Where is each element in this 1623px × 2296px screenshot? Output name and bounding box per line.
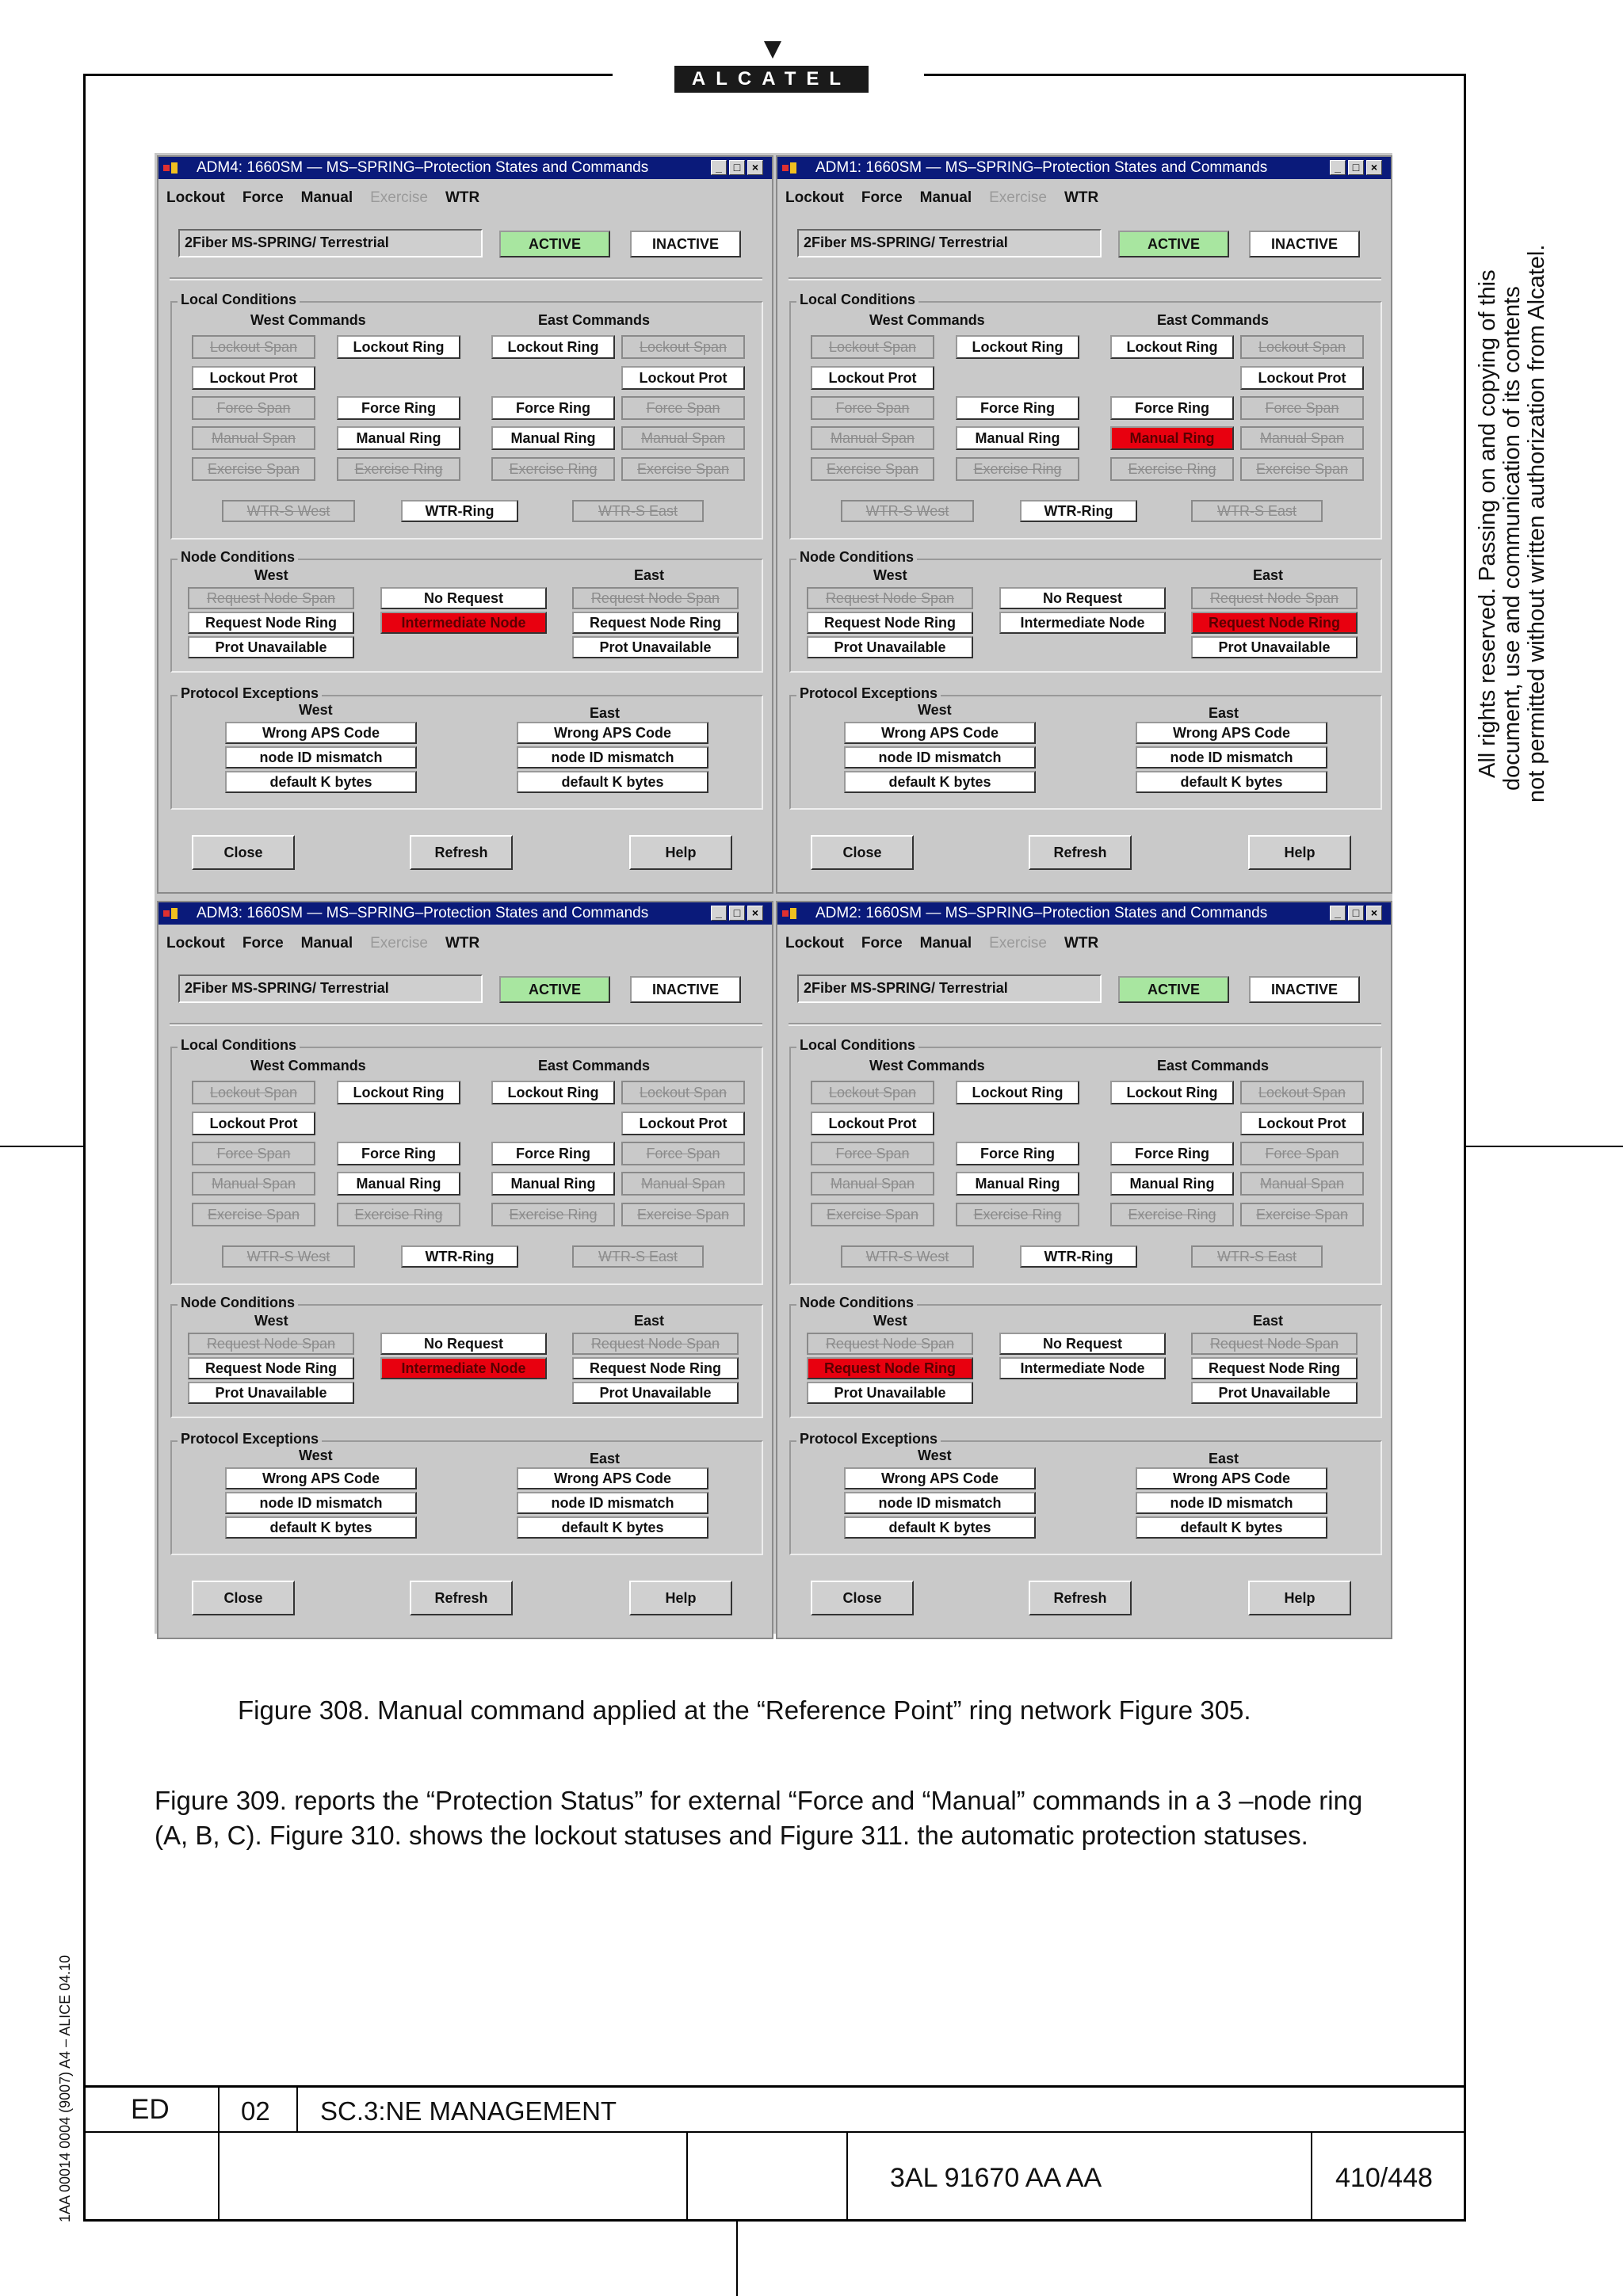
cmd-manual-span-button[interactable]: Manual Span <box>192 426 315 450</box>
protocol-exceptions-label: Protocol Exceptions <box>796 1431 941 1447</box>
west-commands-label: West Commands <box>250 1058 366 1074</box>
exc-east-1[interactable]: node ID mismatch <box>1136 746 1327 769</box>
footer-doc-ref: 3AL 91670 AA AA <box>890 2163 1102 2193</box>
frame-top-left <box>83 74 613 76</box>
cmd-lockout-prot-button[interactable]: Lockout Prot <box>1240 366 1364 390</box>
cmd-force-span-button[interactable]: Force Span <box>621 396 745 420</box>
cmd-lockout-span-button[interactable]: Lockout Span <box>1240 335 1364 359</box>
node-west-0[interactable]: Request Node Span <box>807 587 973 609</box>
exc-west-label: West <box>918 702 952 718</box>
exc-east-0[interactable]: Wrong APS Code <box>1136 1467 1327 1489</box>
cmd-manual-ring-button[interactable]: Manual Ring <box>956 1172 1079 1196</box>
menu-item: Exercise <box>370 935 428 952</box>
app-icon <box>163 162 179 174</box>
menu-item[interactable]: WTR <box>1064 189 1099 206</box>
close-icon[interactable]: × <box>1366 906 1382 921</box>
no-request-status[interactable]: No Request <box>999 587 1166 609</box>
figure-caption: Figure 308. Manual command applied at the “Reference Point” ring network Figure 305. <box>238 1695 1251 1725</box>
menu-item[interactable]: Manual <box>919 189 972 206</box>
inactive-status[interactable]: INACTIVE <box>630 231 741 257</box>
protection-states-window <box>776 155 1392 894</box>
node-east-1[interactable]: Request Node Ring <box>1191 612 1358 634</box>
exc-east-2[interactable]: default K bytes <box>1136 1516 1327 1539</box>
logo-triangle-icon <box>764 41 781 59</box>
cmd-exercise-span-button[interactable]: Exercise Span <box>1240 1203 1364 1226</box>
exc-east-0[interactable]: Wrong APS Code <box>1136 722 1327 744</box>
cmd-lockout-ring-button[interactable]: Lockout Ring <box>1110 1081 1234 1104</box>
menu-item: Exercise <box>989 189 1047 206</box>
cmd-force-span-button[interactable]: Force Span <box>192 396 315 420</box>
refresh-button[interactable]: Refresh <box>410 835 513 870</box>
minimize-icon[interactable]: _ <box>1330 906 1346 921</box>
menu-bar <box>166 189 497 208</box>
margin-tick-left <box>0 1146 83 1147</box>
cmd-lockout-ring-button[interactable]: Lockout Ring <box>337 335 460 359</box>
exc-west-1[interactable]: node ID mismatch <box>225 746 417 769</box>
exc-east-label: East <box>590 705 621 721</box>
cmd-lockout-ring-button[interactable]: Lockout Ring <box>956 335 1079 359</box>
app-icon <box>782 162 798 174</box>
node-west-0[interactable]: Request Node Span <box>807 1333 973 1355</box>
exc-east-1[interactable]: node ID mismatch <box>1136 1492 1327 1514</box>
intermediate-node-status[interactable]: Intermediate Node <box>380 1357 547 1379</box>
cmd-lockout-prot-button[interactable]: Lockout Prot <box>1240 1112 1364 1135</box>
frame-left <box>83 74 86 2222</box>
menu-item[interactable]: Force <box>242 935 284 952</box>
frame-bottom <box>83 2219 1466 2222</box>
cmd-force-span-button[interactable]: Force Span <box>1240 396 1364 420</box>
cmd-manual-span-button[interactable]: Manual Span <box>811 426 934 450</box>
menu-item[interactable]: Force <box>861 935 903 952</box>
node-conditions-label: Node Conditions <box>178 1295 298 1311</box>
cmd-exercise-span-button[interactable]: Exercise Span <box>621 1203 745 1226</box>
cmd-lockout-prot-button[interactable]: Lockout Prot <box>621 1112 745 1135</box>
west-commands-label: West Commands <box>869 312 985 328</box>
cmd-manual-span-button[interactable]: Manual Span <box>1240 1172 1364 1196</box>
cmd-lockout-span-button[interactable]: Lockout Span <box>192 335 315 359</box>
menu-item[interactable]: Lockout <box>166 189 225 206</box>
maximize-icon[interactable]: □ <box>729 906 745 921</box>
cmd-lockout-span-button[interactable]: Lockout Span <box>621 335 745 359</box>
close-icon[interactable]: × <box>747 906 763 921</box>
east-commands-label: East Commands <box>538 312 651 328</box>
refresh-button[interactable]: Refresh <box>1029 1581 1132 1615</box>
cmd-force-ring-button[interactable]: Force Ring <box>491 1142 615 1165</box>
menu-item[interactable]: Force <box>242 189 284 206</box>
app-icon <box>163 908 179 919</box>
footer-mid-line <box>83 2131 1466 2133</box>
inactive-status[interactable]: INACTIVE <box>630 976 741 1003</box>
cmd-force-ring-button[interactable]: Force Ring <box>956 396 1079 420</box>
wtr-ring-button[interactable]: WTR-Ring <box>1020 1245 1137 1268</box>
active-status[interactable]: ACTIVE <box>1118 231 1229 257</box>
menu-bar <box>166 934 497 953</box>
cmd-lockout-span-button[interactable]: Lockout Span <box>811 1081 934 1104</box>
exc-west-label: West <box>299 702 333 718</box>
exc-east-2[interactable]: default K bytes <box>517 1516 708 1539</box>
close-button[interactable]: Close <box>192 1581 295 1615</box>
ring-type-field: 2Fiber MS-SPRING/ Terrestrial <box>178 974 483 1003</box>
protection-states-window <box>157 901 773 1639</box>
node-east-label: East <box>1253 567 1284 583</box>
inactive-status[interactable]: INACTIVE <box>1249 976 1360 1003</box>
active-status[interactable]: ACTIVE <box>499 231 610 257</box>
exc-east-1[interactable]: node ID mismatch <box>517 746 708 769</box>
west-commands-label: West Commands <box>250 312 366 328</box>
intermediate-node-status[interactable]: Intermediate Node <box>999 1357 1166 1379</box>
help-button[interactable]: Help <box>629 835 732 870</box>
form-code: 1AA 00014 0004 (9007) A4 – ALICE 04.10 <box>57 1955 73 2222</box>
node-west-label: West <box>254 1313 288 1329</box>
wtr-s-west-button[interactable]: WTR-S West <box>841 1245 974 1268</box>
active-status[interactable]: ACTIVE <box>1118 976 1229 1003</box>
cmd-force-span-button[interactable]: Force Span <box>192 1142 315 1165</box>
node-east-2[interactable]: Prot Unavailable <box>572 1382 739 1404</box>
no-request-status[interactable]: No Request <box>380 1333 547 1355</box>
cmd-exercise-ring-button[interactable]: Exercise Ring <box>1110 1203 1234 1226</box>
menu-item: Exercise <box>370 189 428 206</box>
node-east-2[interactable]: Prot Unavailable <box>1191 636 1358 658</box>
cmd-force-ring-button[interactable]: Force Ring <box>337 396 460 420</box>
wtr-s-west-button[interactable]: WTR-S West <box>222 500 355 522</box>
node-east-0[interactable]: Request Node Span <box>572 1333 739 1355</box>
alcatel-logo: ALCATEL <box>674 66 869 93</box>
menu-item[interactable]: WTR <box>1064 935 1099 952</box>
exc-east-1[interactable]: node ID mismatch <box>517 1492 708 1514</box>
menu-item[interactable]: Lockout <box>166 935 225 952</box>
margin-tick-right <box>1466 1146 1623 1147</box>
protocol-exceptions-label: Protocol Exceptions <box>178 685 322 702</box>
app-icon <box>782 908 798 919</box>
node-east-label: East <box>634 567 665 583</box>
exc-west-1[interactable]: node ID mismatch <box>225 1492 417 1514</box>
exc-west-label: West <box>299 1447 333 1463</box>
wtr-ring-button[interactable]: WTR-Ring <box>401 1245 518 1268</box>
node-west-label: West <box>254 567 288 583</box>
node-west-1[interactable]: Request Node Ring <box>188 1357 354 1379</box>
local-conditions-label: Local Conditions <box>178 1037 300 1054</box>
exc-west-label: West <box>918 1447 952 1463</box>
node-east-1[interactable]: Request Node Ring <box>1191 1357 1358 1379</box>
cmd-lockout-prot-button[interactable]: Lockout Prot <box>811 366 934 390</box>
node-west-1[interactable]: Request Node Ring <box>188 612 354 634</box>
separator <box>170 277 762 280</box>
cmd-manual-ring-button[interactable]: Manual Ring <box>1110 426 1234 450</box>
menu-item[interactable]: Force <box>861 189 903 206</box>
cmd-manual-ring-button[interactable]: Manual Ring <box>491 1172 615 1196</box>
node-west-2[interactable]: Prot Unavailable <box>188 1382 354 1404</box>
copyright-line-1: All rights reserved. Passing on and copying of this <box>1475 269 1500 778</box>
help-button[interactable]: Help <box>1248 1581 1351 1615</box>
exc-west-0[interactable]: Wrong APS Code <box>844 722 1036 744</box>
cmd-exercise-ring-button[interactable]: Exercise Ring <box>1110 457 1234 481</box>
exc-west-2[interactable]: default K bytes <box>844 771 1036 793</box>
help-button[interactable]: Help <box>1248 835 1351 870</box>
protection-states-window <box>776 901 1392 1639</box>
node-east-0[interactable]: Request Node Span <box>1191 587 1358 609</box>
separator <box>789 277 1381 280</box>
wtr-s-east-button[interactable]: WTR-S East <box>1191 500 1323 522</box>
cmd-force-ring-button[interactable]: Force Ring <box>1110 396 1234 420</box>
wtr-s-west-button[interactable]: WTR-S West <box>841 500 974 522</box>
cmd-force-ring-button[interactable]: Force Ring <box>491 396 615 420</box>
no-request-status[interactable]: No Request <box>999 1333 1166 1355</box>
window-title: ADM2: 1660SM — MS–SPRING–Protection States and Commands <box>815 905 1268 921</box>
cmd-lockout-span-button[interactable]: Lockout Span <box>192 1081 315 1104</box>
exc-east-label: East <box>1209 705 1239 721</box>
exc-west-0[interactable]: Wrong APS Code <box>225 722 417 744</box>
wtr-s-east-button[interactable]: WTR-S East <box>572 1245 704 1268</box>
frame-right <box>1464 74 1466 2222</box>
cmd-lockout-span-button[interactable]: Lockout Span <box>621 1081 745 1104</box>
minimize-icon[interactable]: _ <box>1330 160 1346 175</box>
cmd-exercise-ring-button[interactable]: Exercise Ring <box>337 457 460 481</box>
cmd-exercise-span-button[interactable]: Exercise Span <box>811 1203 934 1226</box>
footer-div-3 <box>686 2131 688 2222</box>
cmd-manual-span-button[interactable]: Manual Span <box>1240 426 1364 450</box>
menu-item[interactable]: WTR <box>445 189 480 206</box>
node-conditions-label: Node Conditions <box>796 1295 917 1311</box>
node-east-2[interactable]: Prot Unavailable <box>1191 1382 1358 1404</box>
cmd-force-ring-button[interactable]: Force Ring <box>337 1142 460 1165</box>
cmd-lockout-ring-button[interactable]: Lockout Ring <box>1110 335 1234 359</box>
window-titlebar <box>777 902 1391 925</box>
cmd-manual-span-button[interactable]: Manual Span <box>192 1172 315 1196</box>
close-icon[interactable]: × <box>1366 160 1382 175</box>
no-request-status[interactable]: No Request <box>380 587 547 609</box>
exc-east-label: East <box>1209 1451 1239 1466</box>
cmd-force-span-button[interactable]: Force Span <box>811 396 934 420</box>
exc-east-0[interactable]: Wrong APS Code <box>517 722 708 744</box>
cmd-manual-ring-button[interactable]: Manual Ring <box>337 426 460 450</box>
window-titlebar <box>158 902 772 925</box>
menu-item[interactable]: Manual <box>919 935 972 952</box>
ring-type-field: 2Fiber MS-SPRING/ Terrestrial <box>797 974 1102 1003</box>
body-text-line-2: (A, B, C). Figure 310. shows the lockout statuses and Figure 311. the automatic protection statuses. <box>155 1821 1308 1850</box>
exc-west-2[interactable]: default K bytes <box>225 771 417 793</box>
cmd-force-ring-button[interactable]: Force Ring <box>956 1142 1079 1165</box>
footer-ed-value: 02 <box>241 2096 270 2126</box>
window-title: ADM3: 1660SM — MS–SPRING–Protection States and Commands <box>197 905 649 921</box>
menu-bar <box>785 189 1116 208</box>
copyright-line-3: not permitted without written authorization from Alcatel. <box>1524 244 1549 803</box>
footer-div-2 <box>296 2085 298 2131</box>
node-east-label: East <box>1253 1313 1284 1329</box>
exc-east-0[interactable]: Wrong APS Code <box>517 1467 708 1489</box>
footer-div-5 <box>1311 2131 1312 2222</box>
menu-item[interactable]: Lockout <box>785 189 844 206</box>
node-east-2[interactable]: Prot Unavailable <box>572 636 739 658</box>
cmd-lockout-ring-button[interactable]: Lockout Ring <box>337 1081 460 1104</box>
separator <box>789 1023 1381 1026</box>
cmd-manual-span-button[interactable]: Manual Span <box>811 1172 934 1196</box>
cmd-exercise-span-button[interactable]: Exercise Span <box>621 457 745 481</box>
window-titlebar <box>158 157 772 179</box>
cmd-manual-span-button[interactable]: Manual Span <box>621 1172 745 1196</box>
node-conditions-label: Node Conditions <box>178 549 298 566</box>
window-title: ADM1: 1660SM — MS–SPRING–Protection States and Commands <box>815 159 1268 176</box>
east-commands-label: East Commands <box>1157 1058 1270 1074</box>
ring-type-field: 2Fiber MS-SPRING/ Terrestrial <box>178 229 483 257</box>
cmd-lockout-span-button[interactable]: Lockout Span <box>811 335 934 359</box>
node-west-1[interactable]: Request Node Ring <box>807 612 973 634</box>
footer-div-4 <box>846 2131 848 2222</box>
footer-page: 410/448 <box>1335 2163 1433 2193</box>
menu-item: Exercise <box>989 935 1047 952</box>
exc-west-2[interactable]: default K bytes <box>225 1516 417 1539</box>
node-east-1[interactable]: Request Node Ring <box>572 612 739 634</box>
footer-section: SC.3:NE MANAGEMENT <box>320 2096 617 2126</box>
cmd-force-span-button[interactable]: Force Span <box>811 1142 934 1165</box>
cmd-exercise-ring-button[interactable]: Exercise Ring <box>337 1203 460 1226</box>
exc-west-1[interactable]: node ID mismatch <box>844 746 1036 769</box>
cmd-force-ring-button[interactable]: Force Ring <box>1110 1142 1234 1165</box>
cmd-lockout-ring-button[interactable]: Lockout Ring <box>491 335 615 359</box>
cmd-lockout-span-button[interactable]: Lockout Span <box>1240 1081 1364 1104</box>
active-status[interactable]: ACTIVE <box>499 976 610 1003</box>
refresh-button[interactable]: Refresh <box>410 1581 513 1615</box>
local-conditions-label: Local Conditions <box>796 1037 918 1054</box>
wtr-ring-button[interactable]: WTR-Ring <box>401 500 518 522</box>
node-east-0[interactable]: Request Node Span <box>572 587 739 609</box>
cmd-exercise-ring-button[interactable]: Exercise Ring <box>491 457 615 481</box>
cmd-exercise-ring-button[interactable]: Exercise Ring <box>956 457 1079 481</box>
refresh-button[interactable]: Refresh <box>1029 835 1132 870</box>
local-conditions-label: Local Conditions <box>796 292 918 308</box>
footer-top-line <box>83 2085 1466 2088</box>
footer-ed-label: ED <box>131 2094 170 2125</box>
exc-east-2[interactable]: default K bytes <box>517 771 708 793</box>
cmd-manual-ring-button[interactable]: Manual Ring <box>956 426 1079 450</box>
cmd-exercise-span-button[interactable]: Exercise Span <box>811 457 934 481</box>
cmd-lockout-ring-button[interactable]: Lockout Ring <box>491 1081 615 1104</box>
node-west-label: West <box>873 1313 907 1329</box>
wtr-s-west-button[interactable]: WTR-S West <box>222 1245 355 1268</box>
cmd-lockout-prot-button[interactable]: Lockout Prot <box>621 366 745 390</box>
close-button[interactable]: Close <box>192 835 295 870</box>
cmd-lockout-ring-button[interactable]: Lockout Ring <box>956 1081 1079 1104</box>
cmd-manual-ring-button[interactable]: Manual Ring <box>337 1172 460 1196</box>
maximize-icon[interactable]: □ <box>729 160 745 175</box>
bottom-tick <box>736 2222 738 2296</box>
close-button[interactable]: Close <box>811 835 914 870</box>
intermediate-node-status[interactable]: Intermediate Node <box>999 612 1166 634</box>
protocol-exceptions-label: Protocol Exceptions <box>178 1431 322 1447</box>
menu-bar <box>785 934 1116 953</box>
window-title: ADM4: 1660SM — MS–SPRING–Protection States and Commands <box>197 159 649 176</box>
cmd-manual-ring-button[interactable]: Manual Ring <box>1110 1172 1234 1196</box>
cmd-exercise-ring-button[interactable]: Exercise Ring <box>956 1203 1079 1226</box>
close-button[interactable]: Close <box>811 1581 914 1615</box>
node-conditions-label: Node Conditions <box>796 549 917 566</box>
wtr-s-east-button[interactable]: WTR-S East <box>572 500 704 522</box>
cmd-exercise-span-button[interactable]: Exercise Span <box>192 457 315 481</box>
node-east-label: East <box>634 1313 665 1329</box>
wtr-ring-button[interactable]: WTR-Ring <box>1020 500 1137 522</box>
exc-west-2[interactable]: default K bytes <box>844 1516 1036 1539</box>
body-text-line-1: Figure 309. reports the “Protection Status” for external “Force and “Manual” commands in a 3 –node ring <box>155 1786 1363 1815</box>
wtr-s-east-button[interactable]: WTR-S East <box>1191 1245 1323 1268</box>
exc-east-label: East <box>590 1451 621 1466</box>
node-west-0[interactable]: Request Node Span <box>188 587 354 609</box>
footer-div-1 <box>218 2085 220 2222</box>
cmd-exercise-span-button[interactable]: Exercise Span <box>1240 457 1364 481</box>
menu-item[interactable]: Manual <box>300 189 353 206</box>
cmd-exercise-ring-button[interactable]: Exercise Ring <box>491 1203 615 1226</box>
minimize-icon[interactable]: _ <box>711 160 727 175</box>
separator <box>170 1023 762 1026</box>
cmd-manual-span-button[interactable]: Manual Span <box>621 426 745 450</box>
close-icon[interactable]: × <box>747 160 763 175</box>
exc-west-0[interactable]: Wrong APS Code <box>844 1467 1036 1489</box>
node-east-1[interactable]: Request Node Ring <box>572 1357 739 1379</box>
node-west-2[interactable]: Prot Unavailable <box>188 636 354 658</box>
exc-west-1[interactable]: node ID mismatch <box>844 1492 1036 1514</box>
node-west-1[interactable]: Request Node Ring <box>807 1357 973 1379</box>
intermediate-node-status[interactable]: Intermediate Node <box>380 612 547 634</box>
local-conditions-label: Local Conditions <box>178 292 300 308</box>
node-west-label: West <box>873 567 907 583</box>
cmd-force-span-button[interactable]: Force Span <box>621 1142 745 1165</box>
node-west-2[interactable]: Prot Unavailable <box>807 636 973 658</box>
copyright-line-2: document, use and communication of its contents <box>1499 286 1525 791</box>
node-east-0[interactable]: Request Node Span <box>1191 1333 1358 1355</box>
maximize-icon[interactable]: □ <box>1348 906 1364 921</box>
help-button[interactable]: Help <box>629 1581 732 1615</box>
cmd-exercise-span-button[interactable]: Exercise Span <box>192 1203 315 1226</box>
cmd-lockout-prot-button[interactable]: Lockout Prot <box>192 366 315 390</box>
protocol-exceptions-label: Protocol Exceptions <box>796 685 941 702</box>
menu-item[interactable]: Manual <box>300 935 353 952</box>
east-commands-label: East Commands <box>1157 312 1270 328</box>
maximize-icon[interactable]: □ <box>1348 160 1364 175</box>
cmd-lockout-prot-button[interactable]: Lockout Prot <box>192 1112 315 1135</box>
minimize-icon[interactable]: _ <box>711 906 727 921</box>
cmd-force-span-button[interactable]: Force Span <box>1240 1142 1364 1165</box>
exc-east-2[interactable]: default K bytes <box>1136 771 1327 793</box>
node-west-0[interactable]: Request Node Span <box>188 1333 354 1355</box>
inactive-status[interactable]: INACTIVE <box>1249 231 1360 257</box>
cmd-lockout-prot-button[interactable]: Lockout Prot <box>811 1112 934 1135</box>
east-commands-label: East Commands <box>538 1058 651 1074</box>
frame-top-right <box>924 74 1466 76</box>
protection-states-window <box>157 155 773 894</box>
menu-item[interactable]: Lockout <box>785 935 844 952</box>
ring-type-field: 2Fiber MS-SPRING/ Terrestrial <box>797 229 1102 257</box>
node-west-2[interactable]: Prot Unavailable <box>807 1382 973 1404</box>
screenshot-composite <box>155 153 1392 1634</box>
cmd-manual-ring-button[interactable]: Manual Ring <box>491 426 615 450</box>
window-titlebar <box>777 157 1391 179</box>
west-commands-label: West Commands <box>869 1058 985 1074</box>
menu-item[interactable]: WTR <box>445 935 480 952</box>
exc-west-0[interactable]: Wrong APS Code <box>225 1467 417 1489</box>
